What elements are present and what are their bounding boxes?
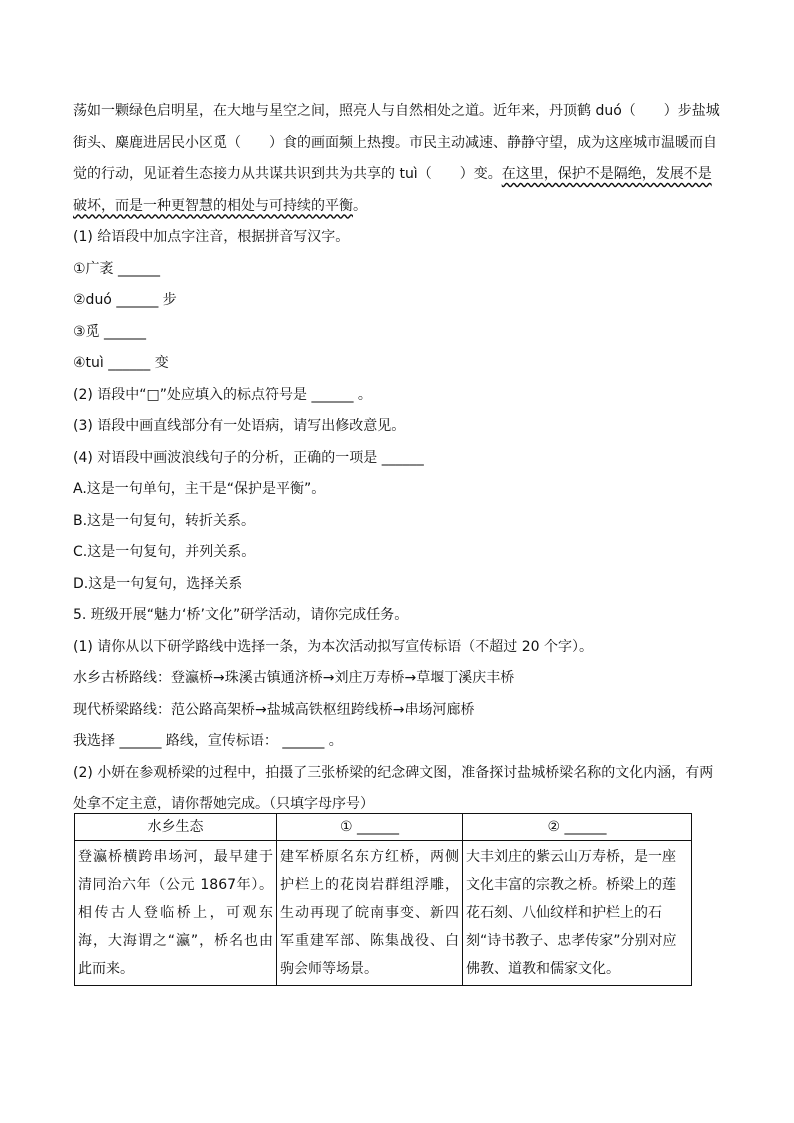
question-4-1: (1) 给语段中加点字注音，根据拼音写汉字。 [73, 229, 350, 245]
table-cell: 登瀛桥横跨串场河，最早建于清同治六年（公元 1867年）。相传古人登临桥上，可观东海，大海谓之“瀛”，桥名也由此而来。 [75, 841, 277, 986]
paragraph-line [73, 191, 723, 223]
option-b: B.这是一句复句，转折关系。 [73, 512, 256, 529]
question-4-2: (2) 语段中“□”处应填入的标点符号是 ______ 。 [73, 386, 372, 403]
paragraph-line [73, 159, 723, 191]
option-d: D.这是一句复句，选择关系 [73, 575, 243, 592]
route-modern: 现代桥梁路线：范公路高架桥→盐城高铁枢纽跨线桥→串场河廊桥 [73, 701, 475, 718]
paragraph-text: 觉的行动，见证着生态接力从共谋共识到共为共享的 tuì（ ）变。 [73, 166, 502, 182]
choice-line: 我选择 ______ 路线，宣传标语： ______ 。 [73, 733, 343, 749]
table-header: ② ______ [463, 814, 692, 841]
table-row [75, 841, 692, 986]
answer-item-1: ①广袤 ______ [73, 260, 161, 277]
paragraph-line [73, 96, 723, 128]
table-header: ① ______ [277, 814, 463, 841]
wavy-underlined-sentence: 在这里，保护不是隔绝，发展不是 [501, 166, 712, 182]
table-header: 水乡生态 [75, 814, 277, 841]
table-cell: 大丰刘庄的紫云山万寿桥，是一座文化丰富的宗教之桥。桥梁上的莲花石刻、八仙纹样和护栏上的石刻“诗书教子、忠孝传家”分别对应佛教、道教和儒家文化。 [463, 841, 692, 986]
answer-item-2: ②duó ______ 步 [73, 292, 177, 308]
question-4-3: (3) 语段中画直线部分有一处语病，请写出修改意见。 [73, 418, 406, 434]
table-cell: 建军桥原名东方红桥，两侧护栏上的花岗岩群组浮雕，生动再现了皖南事变、新四军重建军部、陈集战役、白驹会师等场景。 [277, 841, 463, 986]
paragraph-line [73, 128, 723, 160]
question-5-2: (2) 小妍在参观桥梁的过程中，拍摄了三张桥梁的纪念碑文图，准备探讨盐城桥梁名称的文化内涵，有两 [73, 764, 714, 781]
table-header-row [75, 814, 692, 841]
option-a: A.这是一句单句，主干是“保护是平衡”。 [73, 481, 326, 497]
bridge-memorial-table [74, 813, 692, 986]
paragraph-text: 街头、麋鹿进居民小区觅（ ）食的画面频上热搜。市民主动减速、静静守望，成为这座城市温暖而自 [73, 134, 717, 151]
question-5-2-cont: 处拿不定主意，请你帮她完成。（只填字母序号） [73, 796, 374, 812]
option-c: C.这是一句复句，并列关系。 [73, 544, 256, 560]
paragraph-text: 荡如一颗绿色启明星，在大地与星空之间，照亮人与自然相处之道。近年来，丹顶鹤 duó（ ）步盐城 [73, 103, 720, 119]
question-5-title: 5. 班级开展“魅力‘桥’文化”研学活动，请你完成任务。 [73, 607, 409, 623]
question-4-4: (4) 对语段中画波浪线句子的分析，正确的一项是 ______ [73, 449, 424, 466]
answer-item-4: ④tuì ______ 变 [73, 355, 169, 371]
document-body [73, 96, 723, 821]
route-water-town: 水乡古桥路线：登瀛桥→珠溪古镇通济桥→刘庄万寿桥→草堰丁溪庆丰桥 [73, 670, 515, 686]
question-5-1: (1) 请你从以下研学路线中选择一条，为本次活动拟写宣传标语（不超过 20 个字）。 [73, 638, 593, 655]
wavy-underlined-sentence: 破坏，而是一种更智慧的相处与可持续的平衡 [73, 197, 353, 214]
answer-item-3: ③觅 ______ [73, 323, 147, 340]
paragraph-text: 。 [353, 197, 367, 214]
